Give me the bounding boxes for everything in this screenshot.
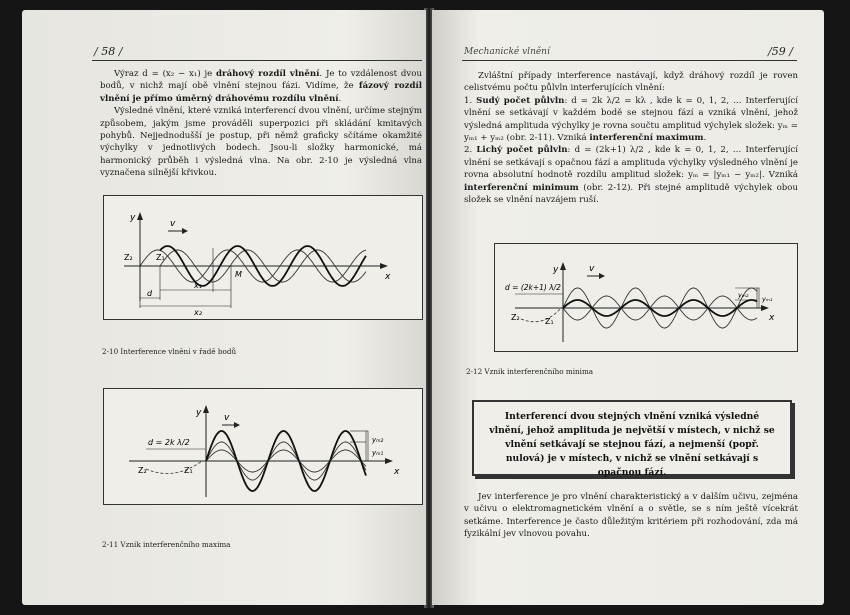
paragraph-special-cases: Zvláštní případy interference nastávají, když dráhový rozdíl je roven celistvému počtu půlvln interferujících vlnění:	[464, 71, 798, 94]
distance-x2-label: x₂	[194, 308, 202, 317]
figure-2-10-caption: 2-10 Interference vlnění v řadě bodů	[102, 347, 237, 356]
amplitude-ym2-label: yₘ₂	[738, 291, 749, 299]
distance-d-label: d	[147, 289, 153, 298]
figure-2-12-caption: 2-12 Vznik interferenčního minima	[466, 367, 594, 376]
list-item-even-halfwaves: 1. Sudý počet půlvln: d = 2k λ/2 = kλ , kde k = 0, 1, 2, … Interferující vlnění se setkávají v každém bodě se stejnou fází a vzniká vlnění, jehož výsledná amplituda výchylky je rovna součtu amplitud výchylek složek: yₘ = yₘ₁ + yₘ₂ (obr. 2-11). Vzniká interferenční maximum.	[464, 95, 798, 144]
figure-2-11	[103, 388, 423, 505]
highlighted-rule-box: Interferencí dvou stejných vlnění vzniká výsledné vlnění, jehož amplituda je největší v místech, v nichž se vlnění setkávají se stejnou fází, a nejmenší (popř. nulová) je v místech, v nichž se vlnění setkávají s opačnou fází.	[472, 400, 792, 476]
velocity-label: v	[224, 413, 230, 423]
header-rule-right	[462, 60, 797, 61]
source-z2-label: Z₂	[138, 466, 147, 475]
amplitude-ym1-label: yₘ₁	[762, 295, 773, 303]
source-z1-label: Z₁	[184, 466, 193, 475]
figure-2-11-plot	[104, 389, 422, 504]
point-m-label: M	[235, 270, 242, 279]
right-page	[432, 10, 824, 605]
velocity-label: v	[589, 264, 595, 274]
source-z1-label: Z₁	[156, 253, 165, 262]
path-difference-formula: d = 2k λ/2	[148, 438, 190, 447]
running-head: Mechanické vlnění	[464, 47, 550, 57]
figure-2-12-plot	[495, 244, 797, 351]
paragraph-superposition: Výsledné vlnění, které vzniká interferencí dvou vlnění, určíme stejným způsobem, jakým jsme prováděli superpozici při skládání kmitavých pohybů. Nejjednodušší je postup, při němž graficky sčítáme okamžité výchylky v jednotlivých bodech. Jsou-li složky harmonické, má harmonický průběh i výsledná vlna. Na obr. 2-10 je výsledná vlna vyznačena silnější křivkou.	[100, 106, 422, 179]
amplitude-ym2-label: yₘ₂	[372, 436, 384, 444]
figure-2-12	[494, 243, 798, 352]
closing-paragraph-block	[464, 491, 798, 541]
source-z1-label: Z₁	[545, 317, 554, 326]
x-axis-label: x	[385, 272, 391, 282]
list-item-odd-halfwaves: 2. Lichý počet půlvln: d = (2k+1) λ/2 , kde k = 0, 1, 2, … Interferující vlnění se setkávají s opačnou fází a amplituda výchylky výsledného vlnění je rovna absolutní hodnotě rozdílu amplitud složek: yₘ = |yₘ₁ − yₘ₂|. Vzniká interferenční minimum (obr. 2-12). Při stejné amplitudě výchylek obou složek se vlnění navzájem ruší.	[464, 145, 798, 206]
figure-2-10	[103, 195, 423, 320]
y-axis-label: y	[130, 213, 136, 223]
paragraph-interference-importance: Jev interference je pro vlnění charakteristický a v dalším učivu, zejména v učivu o elektromagnetickém vlnění a o světle, se s ním ještě vícekrát setkáme. Interference je často důležitým kritériem při rozhodování, zda má fyzikální jev vlnovou povahu.	[464, 492, 798, 540]
page-number-left: / 58 /	[94, 45, 123, 58]
source-z2-label: Z₂	[124, 253, 133, 262]
source-z2-label: Z₂	[511, 313, 520, 322]
path-difference-formula: d = (2k+1) λ/2	[505, 283, 561, 292]
y-axis-label: y	[196, 408, 202, 418]
y-axis-label: y	[553, 265, 559, 275]
paragraph-path-difference: Výraz d = (x₂ − x₁) je dráhový rozdíl vlnění. Je to vzdálenost dvou bodů, v nichž mají obě vlnění stejnou fázi. Vidíme, že fázový rozdíl vlnění je přímo úměrný dráhovému rozdílu vlnění.	[100, 69, 423, 104]
x-axis-label: x	[394, 467, 400, 477]
left-page	[22, 10, 426, 605]
amplitude-ym1-label: yₘ₁	[372, 449, 384, 457]
left-text-block	[100, 68, 422, 180]
right-text-block	[464, 70, 798, 206]
velocity-label: v	[170, 219, 176, 229]
distance-x1-label: x₁	[194, 281, 202, 290]
x-axis-label: x	[769, 313, 775, 323]
page-number-right: /59 /	[768, 45, 793, 58]
header-rule-left	[92, 60, 422, 61]
figure-2-10-plot	[104, 196, 422, 319]
figure-2-11-caption: 2-11 Vznik interferenčního maxima	[102, 540, 231, 549]
